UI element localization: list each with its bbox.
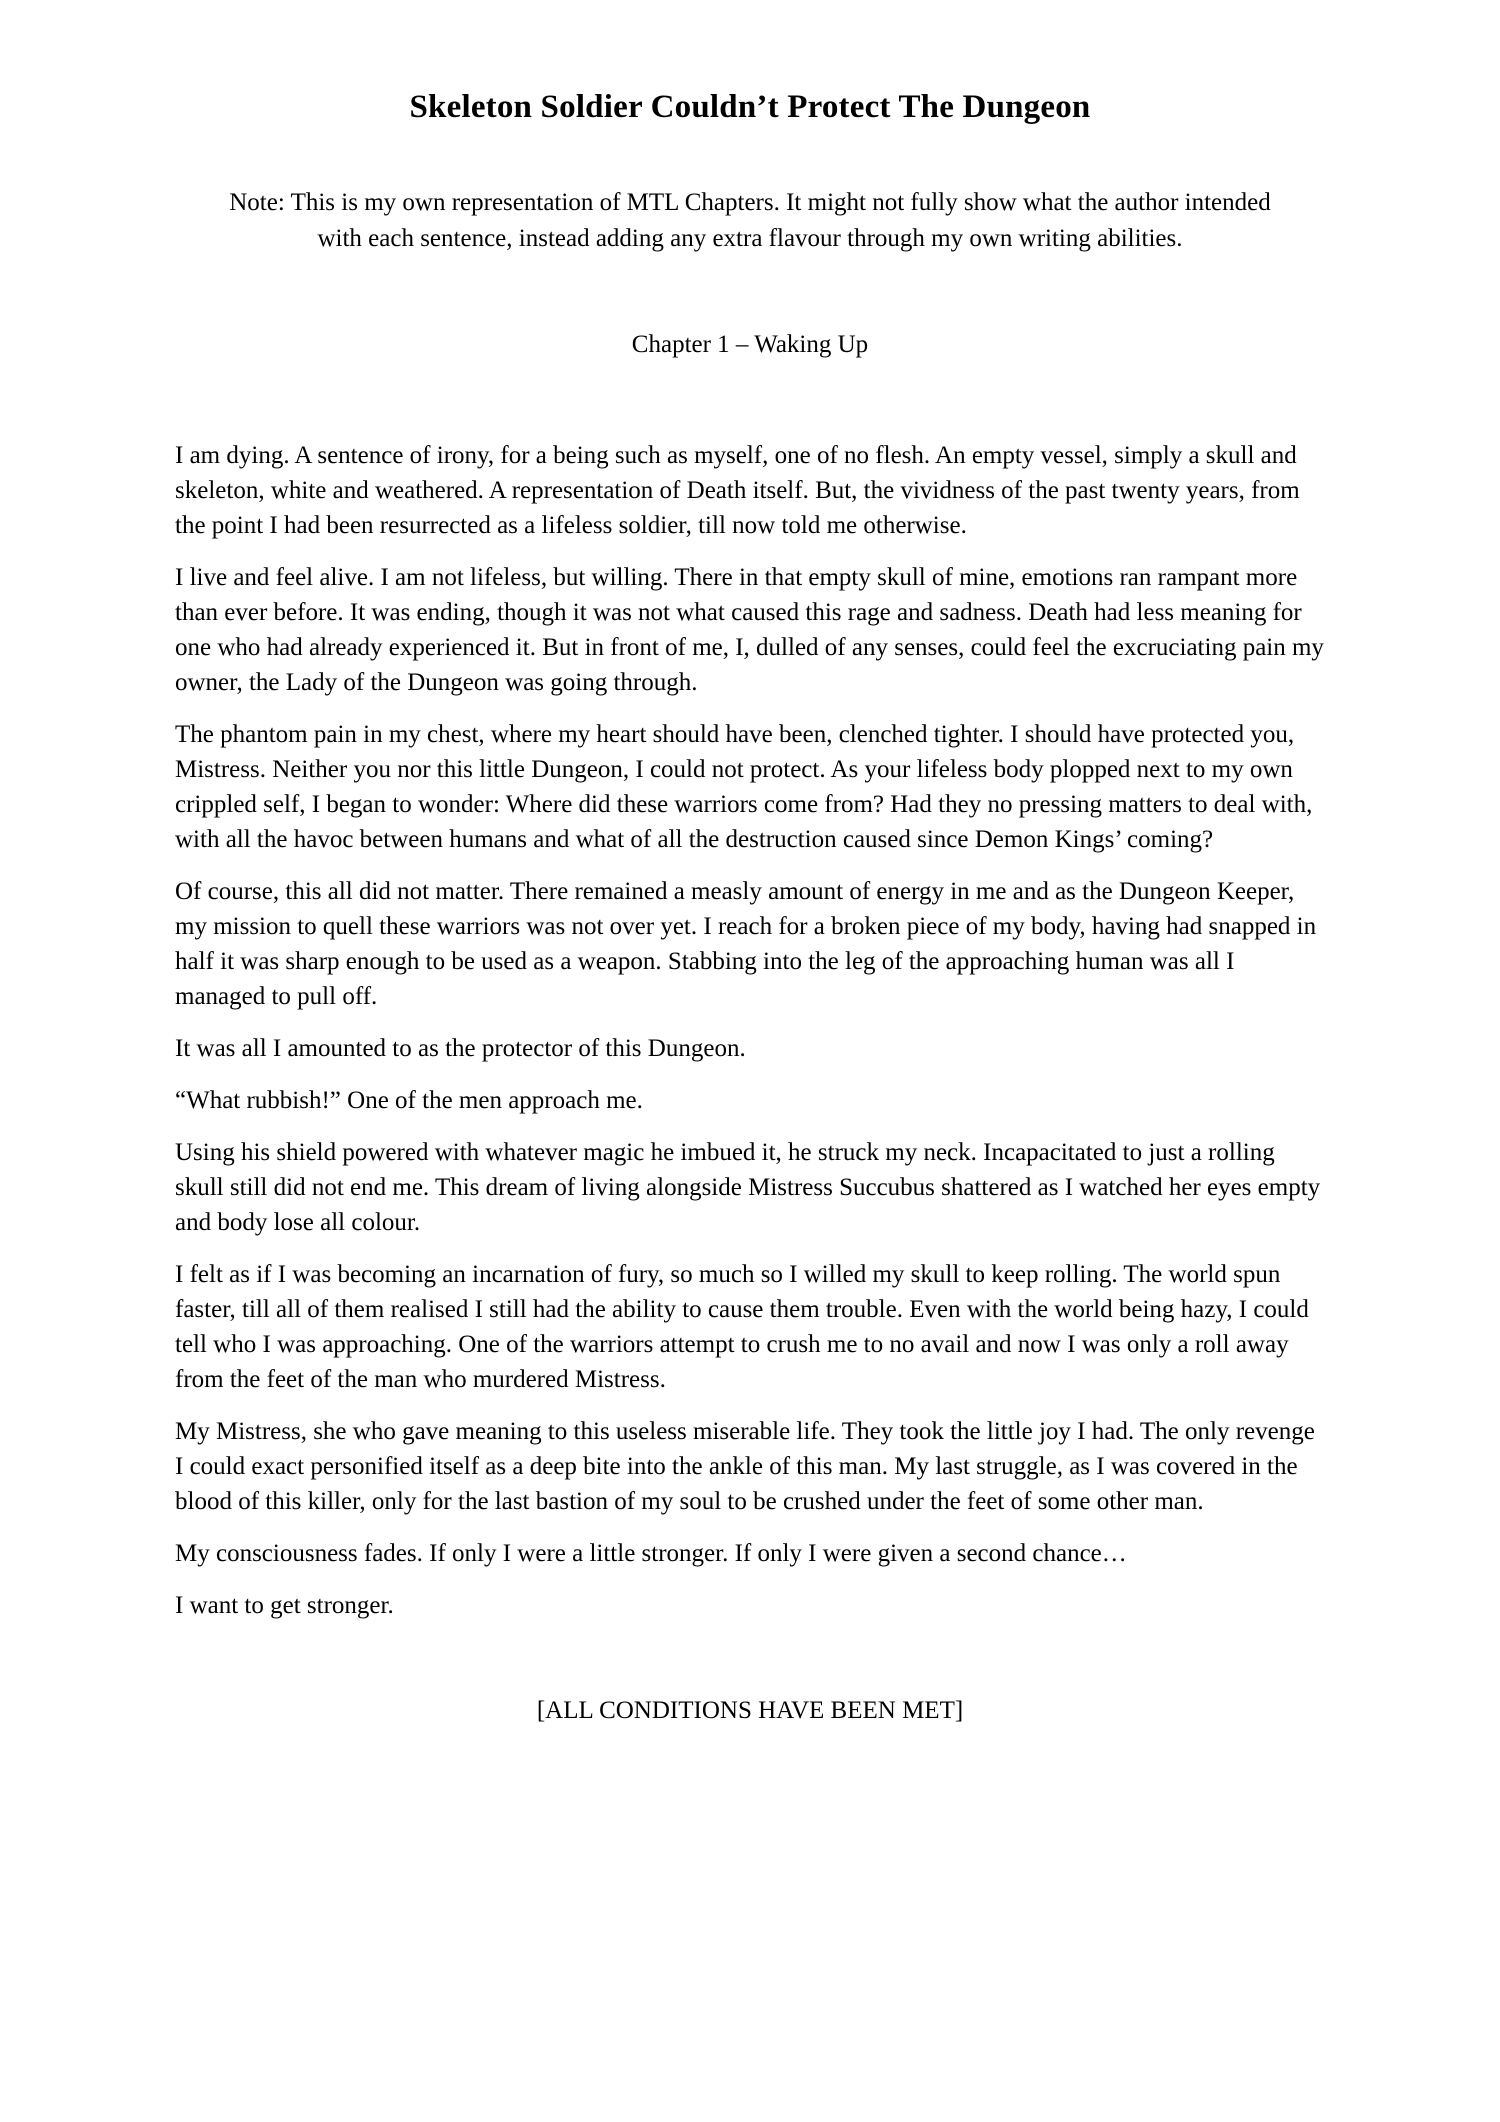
paragraph: The phantom pain in my chest, where my heart should have been, clenched tighter. I should have protected you, Mistress. Neither you nor this little Dungeon, I could not protect. As your lifeless body plopped next to my own crippled self, I began to wonder: Where did these warriors come from? Had they no pressing matters to deal with, with all the havoc between humans and what of all the destruction caused since Demon Kings’ coming? (175, 721, 1313, 853)
chapter-heading: Chapter 1 – Waking Up (631, 331, 869, 358)
paragraph: I want to get stronger. (175, 1592, 394, 1619)
paragraph: “What rubbish!” One of the men approach me. (175, 1087, 643, 1114)
paragraph: I felt as if I was becoming an incarnation of fury, so much so I willed my skull to keep rolling. The world spun faster, till all of them realised I still had the ability to cause them trouble. Even with the world being hazy, I could tell who I was approaching. One of the warriors attempt to crush me to no avail and now I was only a roll away from the feet of the man who murdered Mistress. (175, 1261, 1309, 1393)
paragraph: My consciousness fades. If only I were a little stronger. If only I were given a second chance… (175, 1540, 1127, 1567)
paragraph: Using his shield powered with whatever magic he imbued it, he struck my neck. Incapacitated to just a rolling skull still did not end me. This dream of living alongside Mistress Succubus shattered as I watched her eyes empty and body lose all colour. (175, 1139, 1321, 1236)
system-message: [ALL CONDITIONS HAVE BEEN MET] (536, 1697, 964, 1724)
chapter-body (175, 438, 1325, 1623)
paragraph: I live and feel alive. I am not lifeless, but willing. There in that empty skull of mine, emotions ran rampant more than ever before. It was ending, though it was not what caused this rage and sadness. Death had less meaning for one who had already experienced it. But in front of me, I, dulled of any senses, could feel the excruciating pain my owner, the Lady of the Dungeon was going through. (175, 564, 1324, 696)
paragraph: My Mistress, she who gave meaning to this useless miserable life. They took the little joy I had. The only revenge I could exact personified itself as a deep bite into the ankle of this man. My last struggle, as I was covered in the blood of this killer, only for the last bastion of my soul to be crushed under the feet of some other man. (175, 1418, 1315, 1515)
translator-note: Note: This is my own representation of MTL Chapters. It might not fully show what the author intended with each sentence, instead adding any extra flavour through my own writing abilities. (229, 189, 1271, 252)
paragraph: It was all I amounted to as the protector of this Dungeon. (175, 1035, 746, 1062)
paragraph: Of course, this all did not matter. There remained a measly amount of energy in me and as the Dungeon Keeper, my mission to quell these warriors was not over yet. I reach for a broken piece of my body, having had snapped in half it was sharp enough to be used as a weapon. Stabbing into the leg of the approaching human was all I managed to pull off. (175, 878, 1317, 1010)
paragraph: I am dying. A sentence of irony, for a being such as myself, one of no flesh. An empty vessel, simply a skull and skeleton, white and weathered. A representation of Death itself. But, the vividness of the past twenty years, from the point I had been resurrected as a lifeless soldier, till now told me otherwise. (175, 442, 1300, 539)
document-title: Skeleton Soldier Couldn’t Protect The Dungeon (409, 89, 1091, 125)
